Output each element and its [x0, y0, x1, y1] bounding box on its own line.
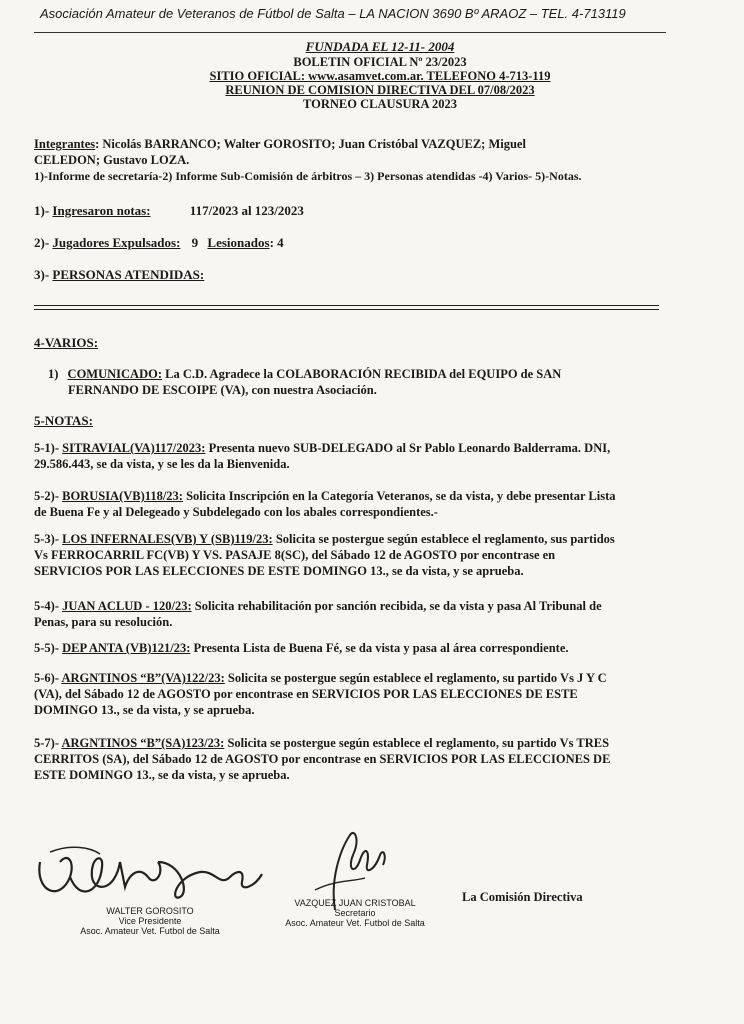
note-ref: ARGNTINOS “B”(VA)122/23: [61, 671, 225, 685]
signature-right-name: VAZQUEZ JUAN CRISTOBAL [294, 898, 416, 908]
note-number: 5-6)- [34, 671, 59, 685]
members-line-1 [34, 136, 666, 152]
section-2-prefix: 2)- [34, 235, 50, 250]
note-ref: LOS INFERNALES(VB) Y (SB)119/23: [62, 532, 273, 546]
comunicado-line-1 [48, 366, 666, 382]
signature-left-caption [80, 906, 220, 936]
signature-right-role: Secretario [334, 908, 376, 918]
official-site: SITIO OFICIAL: www.asamvet.com.ar. TELEFONO 4-713-119 [209, 69, 551, 83]
note-5-7 [34, 735, 666, 783]
commission-signoff: La Comisión Directiva [462, 890, 583, 904]
divider-rule-2 [34, 309, 659, 310]
note-number: 5-1)- [34, 441, 59, 455]
association-address: – LA NACION 3690 Bº ARAOZ – TEL. 4-713119 [348, 6, 626, 21]
signature-left [30, 832, 280, 912]
section-1 [34, 203, 666, 219]
note-number: 5-4)- [34, 599, 59, 613]
comunicado-item [48, 366, 666, 398]
note-number: 5-3)- [34, 532, 59, 546]
note-text: Solicita se postergue según establece el reglamento, su partido Vs TRES [227, 736, 610, 750]
note-5-4 [34, 598, 666, 630]
expelled-value: 9 [191, 235, 199, 250]
section-3-label: PERSONAS ATENDIDAS: [52, 267, 205, 282]
members-label: Integrantes [34, 137, 96, 151]
note-text: Solicita se postergue según establece el reglamento, su partido Vs J Y C [227, 671, 607, 685]
association-name: Asociación Amateur de Veteranos de Fútbol de Salta [40, 6, 345, 21]
note-text: de Buena Fe y al Delegeado y Subdelegado con los abales correspondientes.- [34, 505, 438, 519]
note-text: SERVICIOS POR LAS ELECCIONES DE ESTE DOMINGO 13., se da vista, y se aprueba. [34, 564, 524, 578]
letterhead [40, 6, 720, 21]
section-1-label: Ingresaron notas: [52, 203, 151, 218]
signature-left-name: WALTER GOROSITO [106, 906, 194, 916]
signature-right-caption [285, 898, 425, 928]
note-5-3 [34, 531, 666, 579]
note-5-6 [34, 670, 666, 718]
expelled-label: Jugadores Expulsados: [52, 235, 181, 250]
note-5-2 [34, 488, 666, 520]
section-3-prefix: 3)- [34, 267, 50, 282]
section-4-title: 4-VARIOS: [34, 335, 99, 350]
note-text: Solicita se postergue según establece el reglamento, sus partidos [275, 532, 615, 546]
note-ref: DEP ANTA (VB)121/23: [62, 641, 191, 655]
note-text: Presenta Lista de Buena Fé, se da vista y pasa al área correspondiente. [193, 641, 569, 655]
section-2 [34, 235, 666, 251]
note-text: Solicita Inscripción en la Categoría Veteranos, se da vista, y debe presentar Lista [186, 489, 616, 503]
meeting-title: REUNION DE COMISION DIRECTIVA DEL 07/08/2023 [225, 83, 535, 97]
header-rule [34, 32, 666, 33]
founded-date: FUNDADA EL 12-11- 2004 [305, 39, 455, 54]
signature-left-role: Vice Presidente [118, 916, 182, 926]
section-5-title: 5-NOTAS: [34, 413, 93, 428]
note-text: ESTE DOMINGO 13., se da vista, y se aprueba. [34, 768, 290, 782]
note-text: Penas, para su resolución. [34, 615, 173, 629]
injured-value: : 4 [269, 235, 284, 250]
note-number: 5-2)- [34, 489, 59, 503]
agenda: 1)-Informe de secretaría-2) Informe Sub-Comisión de árbitros – 3) Personas atendidas -4) Varios- 5)-Notas. [34, 169, 582, 183]
note-ref: JUAN ACLUD - 120/23: [62, 599, 192, 613]
note-text: Vs FERROCARRIL FC(VB) Y VS. PASAJE 8(SC), del Sábado 12 de AGOSTO por encontrase en [34, 548, 556, 562]
section-1-value: 117/2023 al 123/2023 [189, 203, 304, 218]
bulletin-number: BOLETIN OFICIAL Nº 23/2023 [293, 55, 467, 69]
note-ref: ARGNTINOS “B”(SA)123/23: [61, 736, 225, 750]
note-text: CERRITOS (SA), del Sábado 12 de AGOSTO por encontrase en SERVICIOS POR LAS ELECCIONES DE [34, 752, 611, 766]
section-1-prefix: 1)- [34, 203, 50, 218]
divider-rule-1 [34, 305, 659, 306]
note-ref: BORUSIA(VB)118/23: [62, 489, 183, 503]
comunicado-number: 1) [48, 367, 59, 381]
note-text: 29.586.443, se da vista, y se les da la Bienvenida. [34, 457, 290, 471]
comunicado-text-1: La C.D. Agradece la COLABORACIÓN RECIBIDA del EQUIPO de SAN [165, 367, 562, 381]
signature-right-org: Asoc. Amateur Vet. Futbol de Salta [285, 918, 425, 928]
injured-label: Lesionados [207, 235, 270, 250]
note-5-1 [34, 440, 666, 472]
comunicado-text-2: FERNANDO DE ESCOIPE (VA), con nuestra Asociación. [68, 383, 377, 397]
comunicado-label: COMUNICADO: [67, 367, 162, 381]
members-text-2: CELEDON; Gustavo LOZA. [34, 153, 190, 167]
note-text: DOMINGO 13., se da vista, y se aprueba. [34, 703, 255, 717]
members-text-1: : Nicolás BARRANCO; Walter GOROSITO; Juan Cristóbal VAZQUEZ; Miguel [95, 137, 526, 151]
note-number: 5-7)- [34, 736, 59, 750]
section-3 [34, 267, 666, 283]
tournament-title: TORNEO CLAUSURA 2023 [303, 97, 457, 111]
note-text: (VA), del Sábado 12 de AGOSTO por encontrase en SERVICIOS POR LAS ELECCIONES DE ESTE [34, 687, 578, 701]
note-ref: SITRAVIAL(VA)117/2023: [62, 441, 206, 455]
note-5-5 [34, 640, 666, 656]
note-text: Presenta nuevo SUB-DELEGADO al Sr Pablo Leonardo Balderrama. DNI, [208, 441, 611, 455]
note-number: 5-5)- [34, 641, 59, 655]
note-text: Solicita rehabilitación por sanción recibida, se da vista y pasa Al Tribunal de [194, 599, 602, 613]
signature-left-org: Asoc. Amateur Vet. Futbol de Salta [80, 926, 220, 936]
